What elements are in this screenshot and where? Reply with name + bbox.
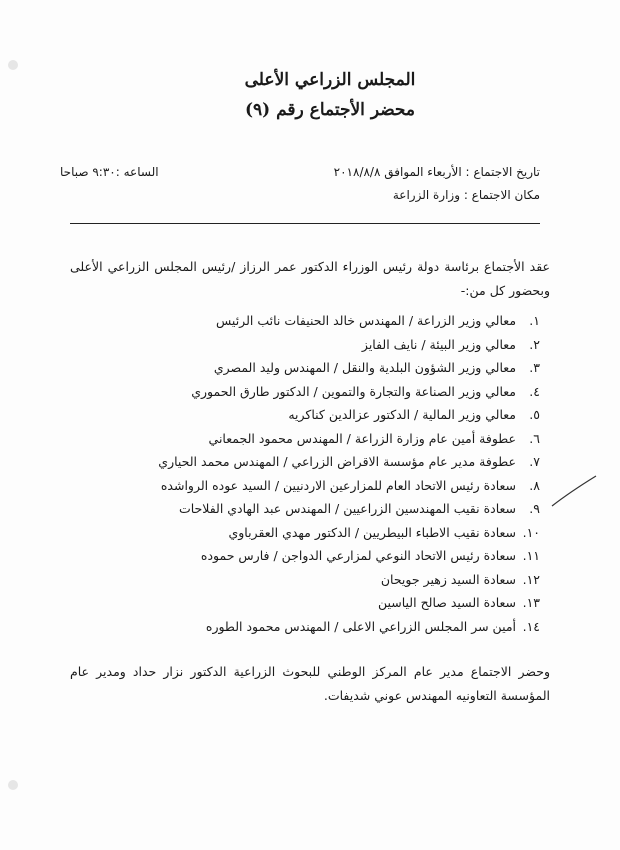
list-item: ١٠. سعادة نقيب الاطباء البيطريين / الدكتور مهدي العقرباوي [228,524,540,540]
meeting-time: الساعه :٩:٣٠ صباحا [60,165,159,179]
council-title: المجلس الزراعي الأعلى [244,70,416,90]
list-item: ١. معالي وزير الزراعة / المهندس خالد الحنيفات نائب الرئيس [215,313,540,328]
list-item: ٥. معالي وزير المالية / الدكتور عزالدين كناكريه [288,407,540,422]
meeting-date: تاريخ الاجتماع : الأربعاء الموافق ٢٠١٨/٨/٨ [333,165,540,179]
list-item: ٩. سعادة نقيب المهندسين الزراعيين / المهندس عبد الهادي الفلاحات [178,501,540,516]
list-item: ٨. سعادة رئيس الاتحاد العام للمزارعين الاردنيين / السيد عوده الرواشده [160,477,540,493]
intro-paragraph: عقد الأجتماع برئاسة دولة رئيس الوزراء الدكتور عمر الرزاز /رئيس المجلس الزراعي الأعلى وبحضور كل من:- [70,259,550,298]
pen-mark [550,470,600,510]
list-item: ٦. عطوفة أمين عام وزارة الزراعة / المهندس محمود الجمعاني [208,430,540,446]
list-item: ٤. معالي وزير الصناعة والتجارة والتموين / الدكتور طارق الحموري [191,383,540,399]
divider-line [70,223,540,224]
attendance-note: وحضر الاجتماع مدير عام المركز الوطني للبحوث الزراعية الدكتور نزار حداد ومدير عام المؤسسة التعاونيه المهندس عوني شديفات. [70,664,550,703]
list-item: ١٤. أمين سر المجلس الزراعي الاعلى / المهندس محمود الطوره [205,618,540,634]
list-item: ٣. معالي وزير الشؤون البلدية والنقل / المهندس وليد المصري [213,360,540,375]
attendee-list [120,309,540,638]
punch-hole [8,60,18,70]
list-item: ١٣. سعادة السيد صالح الياسين [377,595,540,610]
minutes-title: محضر الأجتماع رقم (٩) [244,100,416,120]
punch-hole [8,780,18,790]
list-item: ٧. عطوفة مدير عام مؤسسة الاقراض الزراعي / المهندس محمد الحياري [158,454,540,469]
list-item: ١١. سعادة رئيس الاتحاد النوعي لمزارعي الدواجن / فارس حموده [200,548,540,563]
list-item: ٢. معالي وزير البيئة / نايف الفايز [361,336,540,352]
meeting-place: مكان الاجتماع : وزارة الزراعة [392,188,540,202]
list-item: ١٢. سعادة السيد زهير جويحان [380,571,540,587]
